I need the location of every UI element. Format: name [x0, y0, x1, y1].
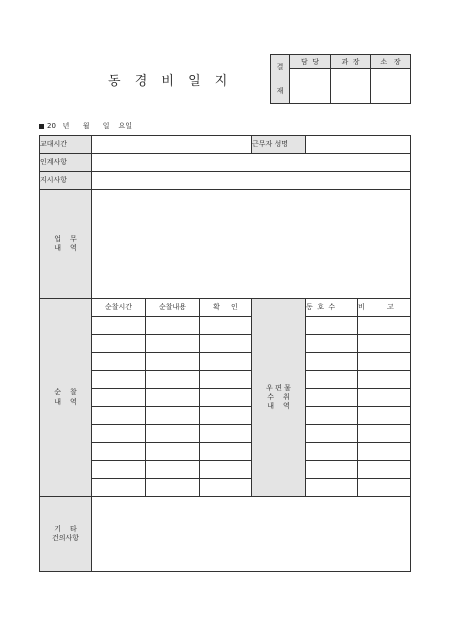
table-row: [40, 479, 411, 497]
mail-unit-cell[interactable]: [306, 317, 358, 335]
patrol-confirm-cell[interactable]: [200, 461, 252, 479]
mail-unit-cell[interactable]: [306, 371, 358, 389]
patrol-time-header: 순찰시간: [92, 299, 146, 317]
patrol-time-cell[interactable]: [92, 461, 146, 479]
mail-remarks-cell[interactable]: [358, 461, 411, 479]
table-row: [40, 425, 411, 443]
approval-sign-staff[interactable]: [290, 69, 331, 104]
worker-name-field[interactable]: [306, 136, 411, 154]
handover-items-label: 인계사항: [40, 154, 92, 172]
patrol-time-cell[interactable]: [92, 407, 146, 425]
mail-unit-cell[interactable]: [306, 335, 358, 353]
table-row: [40, 353, 411, 371]
bullet-square-icon: [39, 124, 44, 129]
patrol-confirm-cell[interactable]: [200, 353, 252, 371]
approval-header-director: 소 장: [371, 55, 411, 69]
date-text: 20 년 월 일 요일: [47, 122, 132, 130]
instructions-field[interactable]: [92, 172, 411, 190]
patrol-content-cell[interactable]: [146, 479, 200, 497]
table-row: [40, 371, 411, 389]
mail-unit-cell[interactable]: [306, 461, 358, 479]
mail-remarks-cell[interactable]: [358, 335, 411, 353]
mail-remarks-cell[interactable]: [358, 479, 411, 497]
instructions-label: 지시사항: [40, 172, 92, 190]
approval-header-manager: 과 장: [331, 55, 371, 69]
table-row: [40, 443, 411, 461]
patrol-time-cell[interactable]: [92, 317, 146, 335]
patrol-confirm-cell[interactable]: [200, 389, 252, 407]
mail-unit-cell[interactable]: [306, 443, 358, 461]
patrol-time-cell[interactable]: [92, 353, 146, 371]
patrol-content-cell[interactable]: [146, 443, 200, 461]
mail-unit-cell[interactable]: [306, 353, 358, 371]
patrol-time-cell[interactable]: [92, 479, 146, 497]
approval-side-label: 결 재: [271, 55, 290, 104]
patrol-time-cell[interactable]: [92, 371, 146, 389]
approval-box: [270, 54, 411, 104]
patrol-confirm-cell[interactable]: [200, 335, 252, 353]
mail-remarks-cell[interactable]: [358, 353, 411, 371]
patrol-confirm-cell[interactable]: [200, 479, 252, 497]
mail-remarks-cell[interactable]: [358, 389, 411, 407]
other-suggestions-label: 기 타 건의사항: [40, 497, 92, 572]
mail-remarks-cell[interactable]: [358, 371, 411, 389]
date-line: [39, 121, 132, 131]
other-suggestions-field[interactable]: [92, 497, 411, 572]
table-row: [40, 407, 411, 425]
patrol-content-cell[interactable]: [146, 317, 200, 335]
mail-receipt-label: 우 편 물 수 취 내 역: [252, 299, 306, 497]
patrol-confirm-cell[interactable]: [200, 443, 252, 461]
patrol-content-cell[interactable]: [146, 461, 200, 479]
patrol-confirm-cell[interactable]: [200, 425, 252, 443]
patrol-content-cell[interactable]: [146, 407, 200, 425]
work-details-label: 업 무 내 역: [40, 190, 92, 299]
patrol-time-cell[interactable]: [92, 443, 146, 461]
mail-unit-header: 동 호 수: [306, 299, 358, 317]
mail-unit-cell[interactable]: [306, 389, 358, 407]
patrol-confirm-cell[interactable]: [200, 407, 252, 425]
log-form-table: [39, 135, 411, 572]
patrol-confirm-cell[interactable]: [200, 317, 252, 335]
mail-remarks-cell[interactable]: [358, 407, 411, 425]
patrol-time-cell[interactable]: [92, 389, 146, 407]
patrol-time-cell[interactable]: [92, 425, 146, 443]
mail-unit-cell[interactable]: [306, 425, 358, 443]
patrol-confirm-cell[interactable]: [200, 371, 252, 389]
table-row: [40, 317, 411, 335]
patrol-content-cell[interactable]: [146, 353, 200, 371]
patrol-content-cell[interactable]: [146, 389, 200, 407]
page-title: 동 경 비 일 지: [108, 74, 233, 89]
mail-unit-cell[interactable]: [306, 407, 358, 425]
work-details-field[interactable]: [92, 190, 411, 299]
table-row: [40, 335, 411, 353]
patrol-confirm-header: 확 인: [200, 299, 252, 317]
patrol-content-cell[interactable]: [146, 371, 200, 389]
patrol-content-cell[interactable]: [146, 425, 200, 443]
patrol-content-cell[interactable]: [146, 335, 200, 353]
mail-remarks-cell[interactable]: [358, 317, 411, 335]
mail-remarks-header: 비 고: [358, 299, 411, 317]
patrol-section-label: 순 찰 내 역: [40, 299, 92, 497]
handover-time-field[interactable]: [92, 136, 252, 154]
mail-unit-cell[interactable]: [306, 479, 358, 497]
table-row: [40, 389, 411, 407]
mail-remarks-cell[interactable]: [358, 425, 411, 443]
approval-sign-manager[interactable]: [331, 69, 371, 104]
patrol-content-header: 순찰내용: [146, 299, 200, 317]
table-row: [40, 461, 411, 479]
approval-header-staff: 담 당: [290, 55, 331, 69]
approval-sign-director[interactable]: [371, 69, 411, 104]
handover-items-field[interactable]: [92, 154, 411, 172]
patrol-time-cell[interactable]: [92, 335, 146, 353]
worker-name-label: 근무자 성명: [252, 136, 306, 154]
handover-time-label: 교대시간: [40, 136, 92, 154]
mail-remarks-cell[interactable]: [358, 443, 411, 461]
